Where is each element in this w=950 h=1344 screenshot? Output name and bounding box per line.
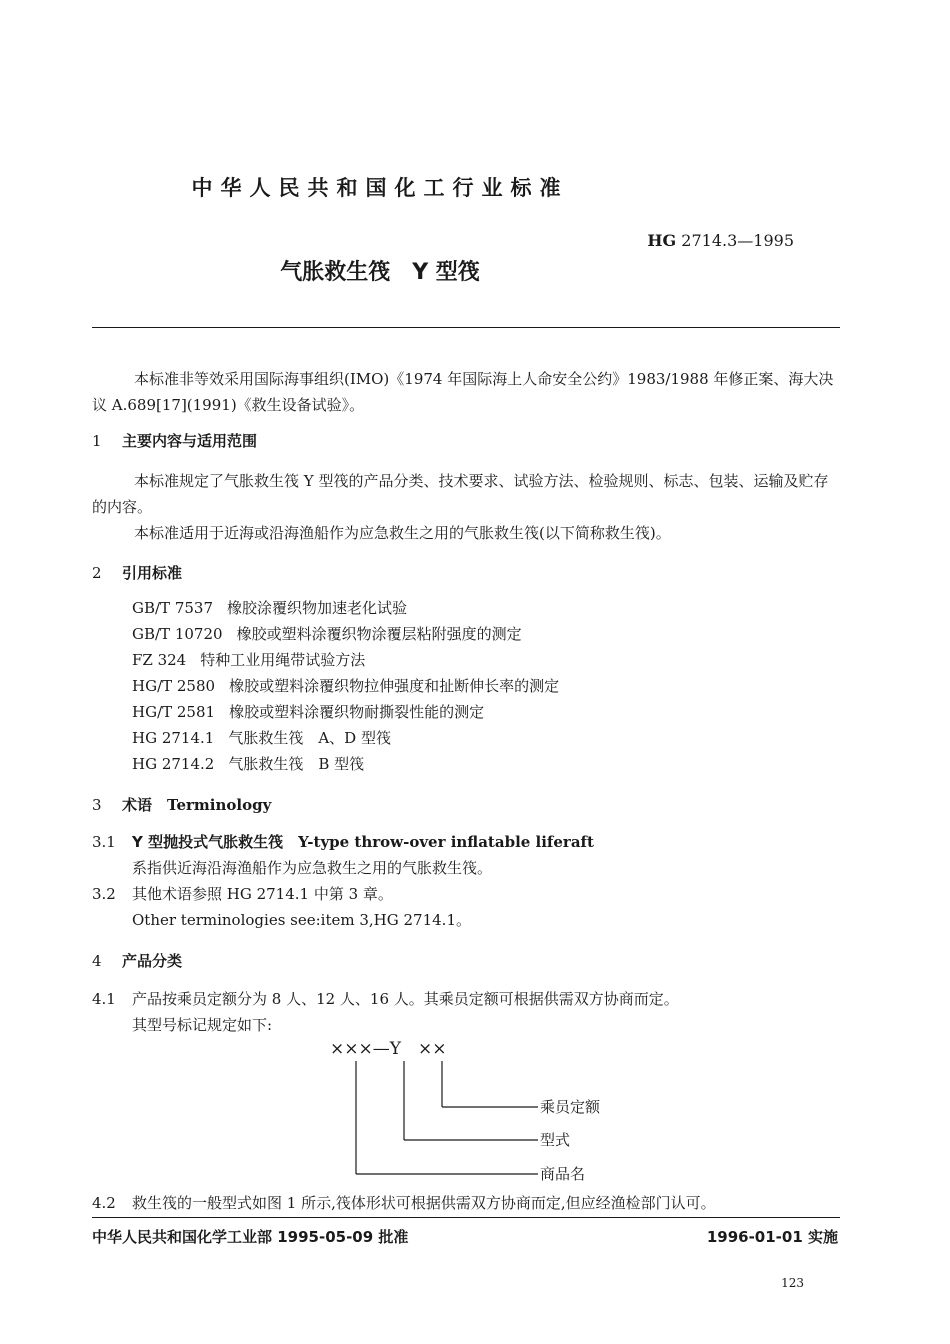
- section-1-paragraph-2: [92, 520, 840, 546]
- reference-code: HG/T 2581: [132, 703, 216, 721]
- section-number: 1: [92, 432, 102, 450]
- section-title: 产品分类: [122, 952, 183, 970]
- label-name: 商品名: [540, 1165, 586, 1183]
- model-designation-diagram: [320, 1034, 620, 1184]
- section-1-paragraph-1: [92, 468, 840, 520]
- term-3-2-text: 其他术语参照 HG 2714.1 中第 3 章。: [132, 885, 393, 903]
- term-3-1: [92, 831, 594, 852]
- section-title: 引用标准: [122, 564, 183, 582]
- reference-title: 橡胶涂覆织物加速老化试验: [227, 599, 408, 617]
- term-cn: Y 型抛投式气胀救生筏: [132, 833, 284, 851]
- standard-code-number: 2714.3—1995: [681, 231, 794, 250]
- reference-item: [132, 675, 559, 696]
- term-en: Y-type throw-over inflatable liferaft: [298, 833, 594, 851]
- document-title: 气胀救生筏 Y 型筏: [280, 260, 480, 285]
- reference-item: [132, 727, 391, 748]
- reference-title: 橡胶或塑料涂覆织物涂覆层粘附强度的测定: [236, 625, 522, 643]
- reference-title: 气胀救生筏 A、D 型筏: [228, 729, 391, 747]
- section-title: 主要内容与适用范围: [122, 432, 258, 450]
- issued-date: 中华人民共和国化学工业部 1995-05-09 批准: [92, 1228, 409, 1246]
- reference-title: 气胀救生筏 B 型筏: [228, 755, 365, 773]
- reference-code: HG/T 2580: [132, 677, 216, 695]
- subsection-number: 4.2: [92, 1194, 116, 1212]
- section-3-heading: [92, 794, 271, 815]
- subsection-number: 3.1: [92, 833, 116, 851]
- clause-4-1: [92, 988, 679, 1009]
- reference-item: [132, 753, 364, 774]
- clause-4-2-text: 救生筏的一般型式如图 1 所示,筏体形状可根据供需双方协商而定,但应经渔检部门认可。: [132, 1194, 716, 1212]
- preface-paragraph: [92, 366, 840, 418]
- label-capacity: 乘员定额: [540, 1098, 601, 1116]
- term-3-2: [92, 883, 393, 904]
- reference-title: 橡胶或塑料涂覆织物拉伸强度和扯断伸长率的测定: [229, 677, 560, 695]
- clause-4-1-text: 产品按乘员定额分为 8 人、12 人、16 人。其乘员定额可根据供需双方协商而定。: [132, 990, 679, 1008]
- section-1-heading: [92, 430, 257, 451]
- section-title-en: Terminology: [167, 796, 272, 814]
- reference-code: HG 2714.1: [132, 729, 215, 747]
- reference-code: HG 2714.2: [132, 755, 215, 773]
- subsection-number: 4.1: [92, 990, 116, 1008]
- label-type: 型式: [540, 1131, 571, 1149]
- section-number: 2: [92, 564, 102, 582]
- reference-code: FZ 324: [132, 651, 187, 669]
- subsection-number: 3.2: [92, 885, 116, 903]
- footer-divider: [92, 1217, 840, 1218]
- reference-item: [132, 701, 484, 722]
- section-title: 术语: [122, 796, 153, 814]
- clause-4-1-text-2: 其型号标记规定如下:: [132, 1016, 273, 1034]
- paragraph-text: 本标准适用于近海或沿海渔船作为应急救生之用的气胀救生筏(以下简称救生筏)。: [134, 524, 671, 542]
- paragraph-text: 本标准规定了气胀救生筏 Y 型筏的产品分类、技术要求、试验方法、检验规则、标志、包装、运输及贮存的内容。: [92, 472, 829, 516]
- clause-4-2: [92, 1192, 716, 1213]
- preface-text: 本标准非等效采用国际海事组织(IMO)《1974 年国际海上人命安全公约》1983/1988 年修正案、海大决议 A.689[17](1991)《救生设备试验》。: [92, 370, 834, 414]
- reference-item: [132, 649, 365, 670]
- term-3-1-definition: 系指供近海沿海渔船作为应急救生之用的气胀救生筏。: [132, 859, 493, 877]
- section-number: 3: [92, 796, 102, 814]
- reference-item: [132, 623, 522, 644]
- industry-standard-title: 中华人民共和国化工行业标准: [191, 176, 569, 200]
- section-number: 4: [92, 952, 102, 970]
- reference-title: 橡胶或塑料涂覆织物耐撕裂性能的测定: [229, 703, 485, 721]
- page-number: 123: [781, 1276, 804, 1290]
- reference-code: GB/T 10720: [132, 625, 223, 643]
- section-4-heading: [92, 950, 182, 971]
- reference-item: [132, 597, 407, 618]
- standard-code-prefix: HG: [647, 231, 677, 250]
- reference-title: 特种工业用绳带试验方法: [200, 651, 366, 669]
- reference-code: GB/T 7537: [132, 599, 214, 617]
- effective-date: 1996-01-01 实施: [706, 1228, 838, 1246]
- standard-code: [647, 231, 794, 250]
- model-code: ×××—Y ××: [330, 1039, 447, 1059]
- section-2-heading: [92, 562, 182, 583]
- term-3-2-text-en: Other terminologies see:item 3,HG 2714.1。: [132, 911, 471, 929]
- header-divider: [92, 327, 840, 328]
